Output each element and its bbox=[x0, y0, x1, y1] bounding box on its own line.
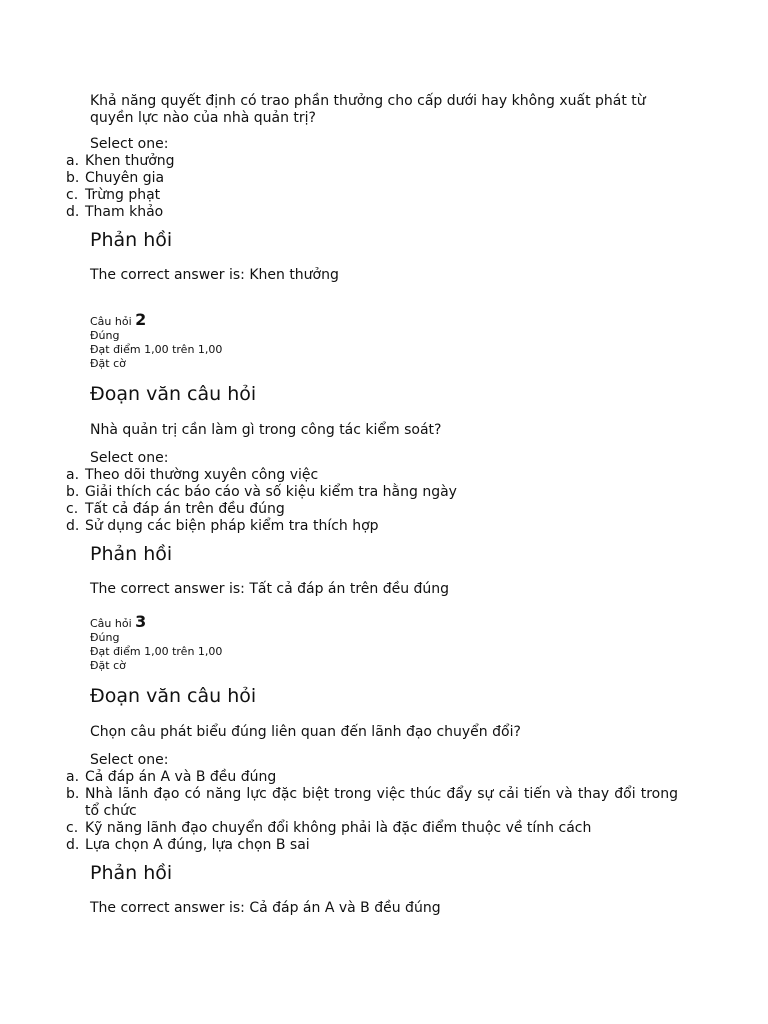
option-letter: c. bbox=[66, 501, 79, 517]
option-letter: d. bbox=[66, 518, 80, 534]
feedback-title: Phản hồi bbox=[90, 229, 173, 251]
option-a[interactable] bbox=[66, 153, 678, 170]
option-letter: a. bbox=[66, 769, 80, 785]
flag-question-link[interactable]: Đặt cờ bbox=[90, 659, 126, 672]
question-1-text: Khả năng quyết định có trao phần thưởng cho cấp dưới hay không xuất phát từ quyền lực nào của nhà quản trị? bbox=[90, 93, 646, 126]
select-one-label: Select one: bbox=[90, 450, 169, 466]
option-d[interactable] bbox=[66, 204, 678, 221]
question-number: 3 bbox=[135, 612, 147, 631]
question-number-line bbox=[90, 612, 678, 631]
option-text: Giải thích các báo cáo và số kiệu kiểm tra hằng ngày bbox=[85, 484, 457, 500]
option-letter: c. bbox=[66, 187, 79, 203]
correct-answer: The correct answer is: Khen thưởng bbox=[90, 267, 339, 283]
select-one-label: Select one: bbox=[90, 752, 169, 768]
option-letter: b. bbox=[66, 786, 80, 802]
flag-question-link[interactable]: Đặt cờ bbox=[90, 357, 126, 370]
question-mark: Đạt điểm 1,00 trên 1,00 bbox=[90, 343, 223, 356]
option-b[interactable] bbox=[66, 484, 678, 501]
option-text: Kỹ năng lãnh đạo chuyển đổi không phải là đặc điểm thuộc về tính cách bbox=[85, 820, 592, 836]
option-letter: b. bbox=[66, 484, 80, 500]
question-state: Đúng bbox=[90, 631, 120, 644]
select-one-label: Select one: bbox=[90, 136, 169, 152]
option-text: Nhà lãnh đạo có năng lực đặc biệt trong việc thúc đẩy sự cải tiến và thay đổi trong tổ chức bbox=[85, 786, 678, 819]
option-c[interactable] bbox=[66, 187, 678, 204]
option-text: Sử dụng các biện pháp kiểm tra thích hợp bbox=[85, 518, 379, 534]
option-text: Trừng phạt bbox=[85, 187, 161, 203]
question-info bbox=[0, 612, 768, 673]
question-info bbox=[0, 310, 768, 371]
option-letter: c. bbox=[66, 820, 79, 836]
option-text: Khen thưởng bbox=[85, 153, 175, 169]
question-label: Câu hỏi bbox=[90, 315, 132, 328]
feedback-title: Phản hồi bbox=[90, 862, 173, 884]
option-d[interactable] bbox=[66, 837, 678, 854]
question-3 bbox=[0, 601, 768, 917]
question-3-options bbox=[0, 769, 768, 854]
correct-answer: The correct answer is: Tất cả đáp án trên đều đúng bbox=[90, 581, 450, 597]
question-label: Câu hỏi bbox=[90, 617, 132, 630]
option-text: Chuyên gia bbox=[85, 170, 165, 186]
option-letter: d. bbox=[66, 204, 80, 220]
question-number-line bbox=[90, 310, 678, 329]
option-d[interactable] bbox=[66, 518, 678, 535]
option-c[interactable] bbox=[66, 501, 678, 518]
option-a[interactable] bbox=[66, 769, 678, 786]
option-letter: a. bbox=[66, 153, 80, 169]
question-1 bbox=[0, 93, 768, 284]
option-b[interactable] bbox=[66, 170, 678, 187]
question-text-title: Đoạn văn câu hỏi bbox=[90, 685, 257, 707]
question-text-title: Đoạn văn câu hỏi bbox=[90, 383, 257, 405]
question-state: Đúng bbox=[90, 329, 120, 342]
option-a[interactable] bbox=[66, 467, 678, 484]
question-2-text: Nhà quản trị cần làm gì trong công tác kiểm soát? bbox=[90, 422, 442, 438]
option-letter: b. bbox=[66, 170, 80, 186]
question-mark: Đạt điểm 1,00 trên 1,00 bbox=[90, 645, 223, 658]
option-text: Tất cả đáp án trên đều đúng bbox=[85, 501, 285, 517]
question-3-text: Chọn câu phát biểu đúng liên quan đến lãnh đạo chuyển đổi? bbox=[90, 724, 521, 740]
feedback-title: Phản hồi bbox=[90, 543, 173, 565]
option-letter: a. bbox=[66, 467, 80, 483]
question-2 bbox=[0, 299, 768, 598]
option-text: Cả đáp án A và B đều đúng bbox=[85, 769, 277, 785]
option-c[interactable] bbox=[66, 820, 678, 837]
option-b[interactable] bbox=[66, 786, 678, 820]
option-text: Lựa chọn A đúng, lựa chọn B sai bbox=[85, 837, 310, 853]
option-text: Theo dõi thường xuyên công việc bbox=[85, 467, 319, 483]
question-1-options bbox=[0, 153, 768, 221]
option-text: Tham khảo bbox=[85, 204, 164, 220]
question-number: 2 bbox=[135, 310, 147, 329]
correct-answer: The correct answer is: Cả đáp án A và B đều đúng bbox=[90, 900, 441, 916]
question-2-options bbox=[0, 467, 768, 535]
option-letter: d. bbox=[66, 837, 80, 853]
